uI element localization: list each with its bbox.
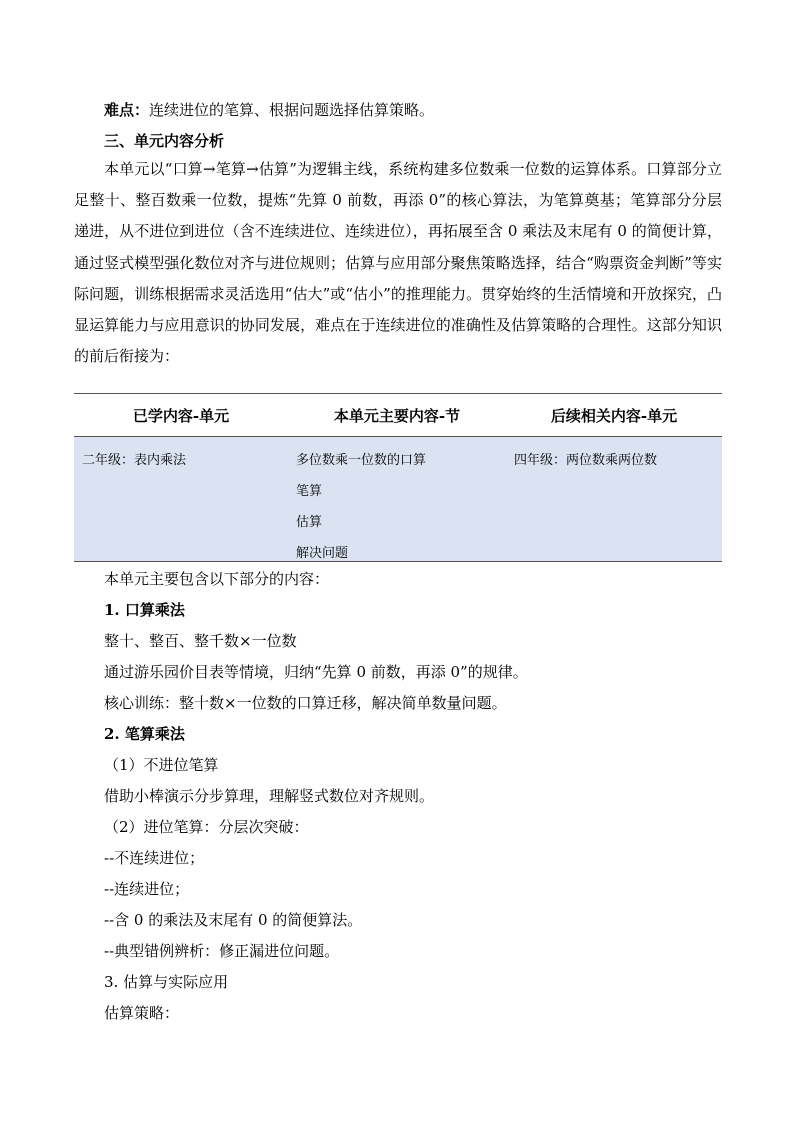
- content-intro: 本单元主要包含以下部分的内容：: [104, 570, 330, 588]
- text-line: 通过游乐园价目表等情境，归纳“先算 0 前数，再添 0”的规律。: [104, 663, 528, 681]
- table-header-current: 本单元主要内容-节: [333, 406, 461, 425]
- text-line: --不连续进位；: [104, 849, 205, 867]
- text-line: 估算策略：: [104, 1004, 180, 1022]
- table-cell-learned: 二年级：表内乘法: [82, 453, 187, 468]
- table-cell-current: 多位数乘一位数的口算 笔算 估算 解决问题: [296, 453, 427, 561]
- text-line: 整十、整百、整千数×一位数: [104, 632, 297, 650]
- table-header-next: 后续相关内容-单元: [550, 406, 678, 425]
- difficulty-label: 难点：: [104, 101, 150, 119]
- table-header-learned: 已学内容-单元: [132, 406, 230, 425]
- heading-oral-multiplication: 1. 口算乘法: [104, 601, 185, 619]
- table-header-row: [74, 394, 722, 437]
- text-line: 核心训练：整十数×一位数的口算迁移，解决简单数量问题。: [104, 694, 507, 712]
- text-line: --连续进位；: [104, 880, 190, 898]
- text-line: --含 0 的乘法及末尾有 0 的简便算法。: [104, 911, 363, 929]
- difficulty-line: [104, 100, 434, 120]
- table-cell-next: 四年级：两位数乘两位数: [514, 453, 658, 468]
- text-line: （1）不进位笔算: [104, 756, 219, 774]
- table-row: [74, 437, 722, 561]
- text-line: 借助小棒演示分步算理，理解竖式数位对齐规则。: [104, 787, 435, 805]
- knowledge-table: [74, 393, 722, 562]
- heading-written-multiplication: 2. 笔算乘法: [104, 725, 185, 743]
- intro-paragraph: 本单元以“口算→笔算→估算”为逻辑主线，系统构建多位数乘一位数的运算体系。口算部分立足整十、整百数乘一位数，提炼“先算 0 前数，再添 0”的核心算法，为笔算奠基；笔算部分分层递进，从不进位到进位（含不连续进位、连续进位），再拓展至含 0 乘法及末尾有 0 的简便计算，通过竖式模型强化数位对齐与进位规则；估算与应用部分聚焦策略选择，结合“购票资金判断”等实际问题，训练根据需求灵活选用“估大”或“估小”的推理能力。贯穿始终的生活情境和开放探究，凸显运算能力与应用意识的协同发展，难点在于连续进位的准确性及估算策略的合理性。这部分知识的前后衔接为：: [74, 160, 722, 366]
- text-line: --典型错例辨析：修正漏进位问题。: [104, 942, 340, 960]
- section3-title: 三、单元内容分析: [104, 132, 225, 150]
- difficulty-text: 连续进位的笔算、根据问题选择估算策略。: [149, 101, 435, 119]
- text-line: （2）进位笔算：分层次突破：: [104, 818, 309, 836]
- heading-estimation: 3. 估算与实际应用: [104, 973, 229, 991]
